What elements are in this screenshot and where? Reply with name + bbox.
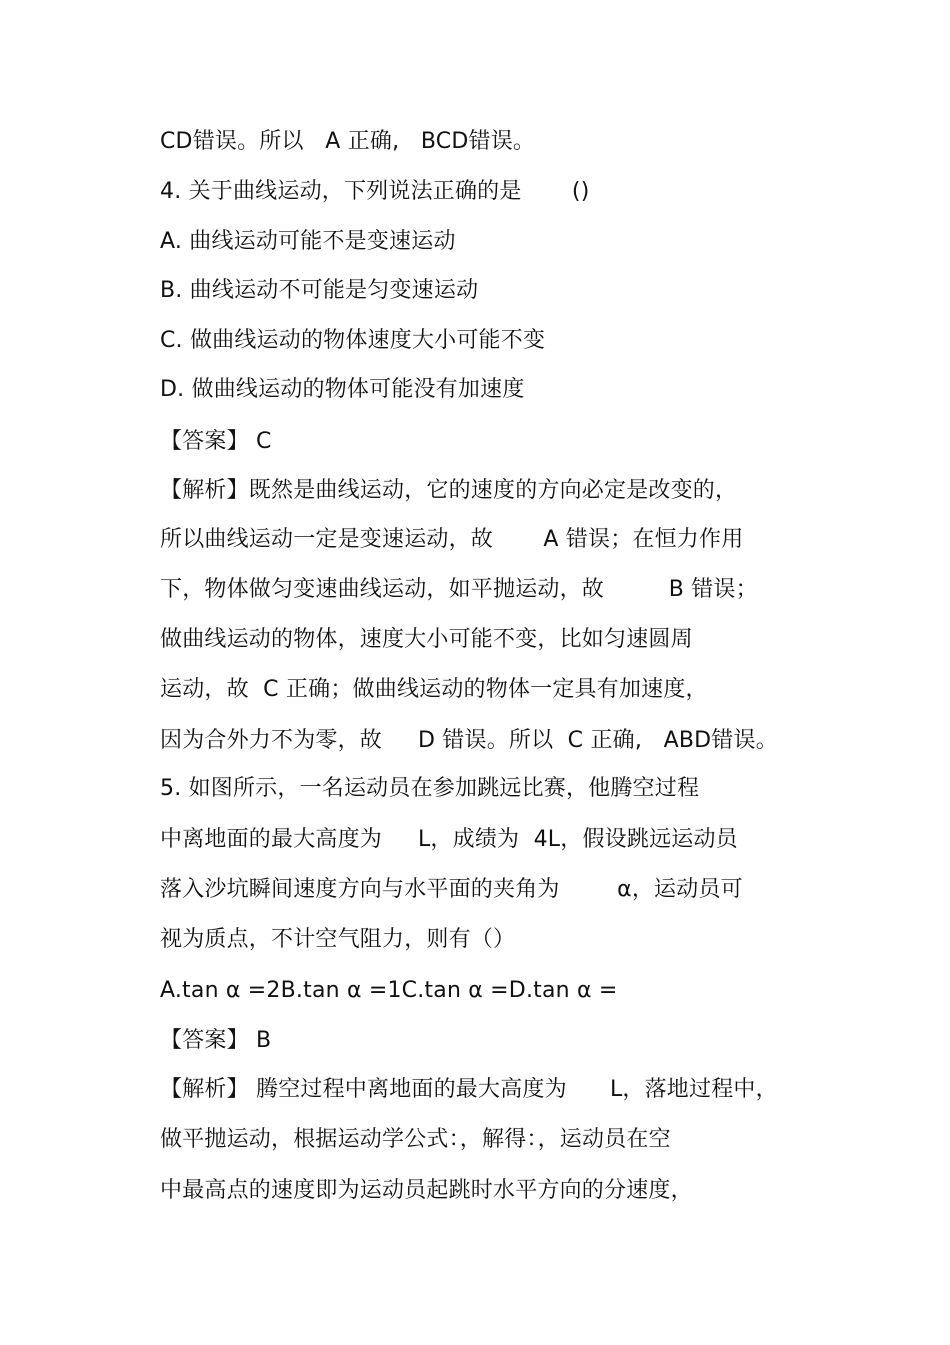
question-4-option-d: D. 做曲线运动的物体可能没有加速度	[160, 377, 525, 402]
text-line: 因为合外力不为零，故 D 错误。所以 C 正确, ABD错误。	[160, 728, 778, 753]
text-line: 视为质点，不计空气阻力，则有（）	[160, 927, 516, 952]
question-4-option-a: A. 曲线运动可能不是变速运动	[160, 229, 456, 254]
question-4-option-b: B. 曲线运动不可能是匀变速运动	[160, 278, 479, 303]
question-4-answer: 【答案】 C	[160, 429, 272, 454]
text-line: 做曲线运动的物体，速度大小可能不变，比如匀速圆周	[160, 627, 693, 652]
text-line: 运动，故 C 正确；做曲线运动的物体一定具有加速度，	[160, 677, 708, 702]
question-5-options: A.tan α =2B.tan α =1C.tan α =D.tan α =	[160, 978, 618, 1003]
question-5-stem: 5. 如图所示，一名运动员在参加跳远比赛，他腾空过程	[160, 776, 700, 801]
question-5-answer: 【答案】 B	[160, 1028, 272, 1053]
question-5-analysis: 【解析】 腾空过程中离地面的最大高度为 L，落地过程中，	[160, 1077, 778, 1102]
question-4-stem: 4. 关于曲线运动，下列说法正确的是 ()	[160, 179, 590, 204]
text-line: 所以曲线运动一定是变速运动，故 A 错误；在恒力作用	[160, 527, 744, 552]
text-line: 做平抛运动，根据运动学公式：，解得：，运动员在空	[160, 1127, 671, 1152]
text-line: 中离地面的最大高度为 L，成绩为 4L，假设跳远运动员	[160, 827, 738, 852]
text-line: 中最高点的速度即为运动员起跳时水平方向的分速度，	[160, 1178, 693, 1203]
text-line: 下，物体做匀变速曲线运动，如平抛运动，故 B 错误；	[160, 577, 758, 602]
text-line: 落入沙坑瞬间速度方向与水平面的夹角为 α，运动员可	[160, 877, 743, 902]
question-4-option-c: C. 做曲线运动的物体速度大小可能不变	[160, 328, 546, 353]
text-line: CD错误。所以 A 正确, BCD错误。	[160, 129, 536, 154]
question-4-analysis: 【解析】既然是曲线运动，它的速度的方向必定是改变的，	[160, 478, 738, 503]
